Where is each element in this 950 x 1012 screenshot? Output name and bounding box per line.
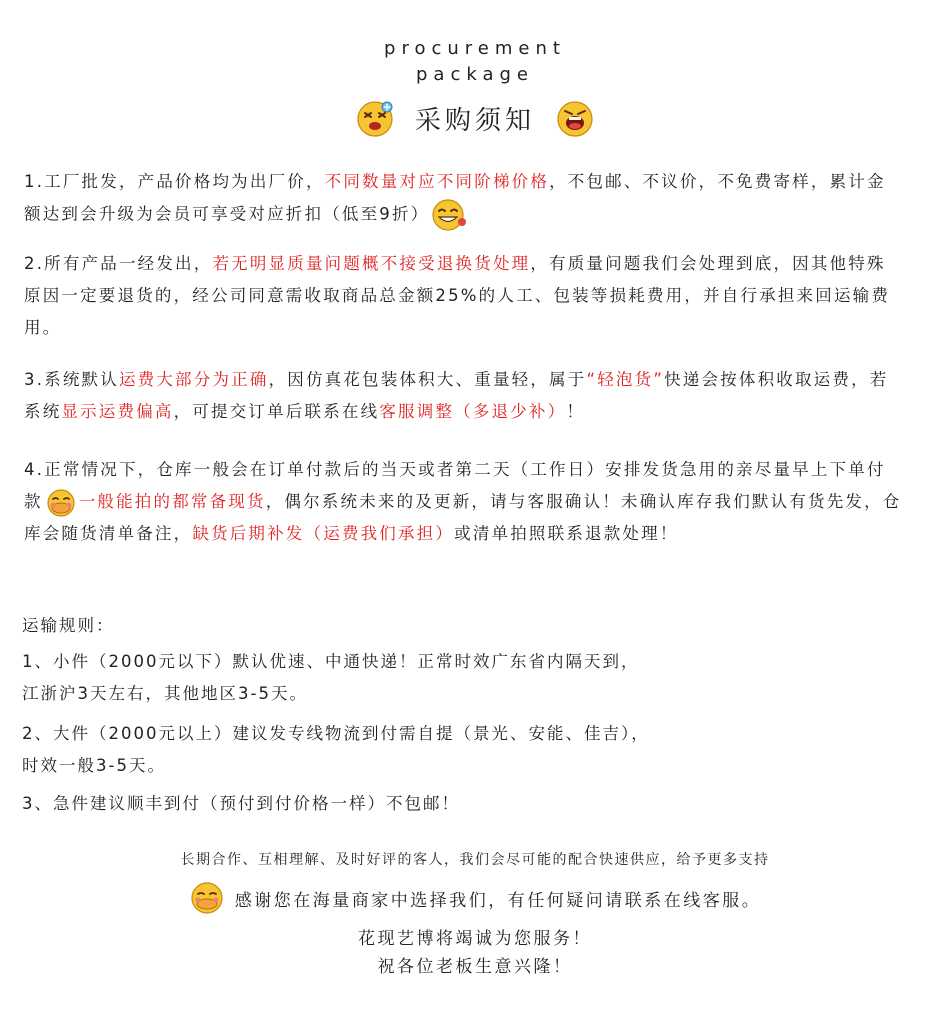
notice-item-4 <box>24 454 904 550</box>
grin-face-icon <box>431 198 467 232</box>
item-4-highlight-b: 缺货后期补发（运费我们承担） <box>192 524 455 543</box>
item-4-text-a: 4.正常情况下，仓库一般会在订单付款后的当天或者第二天（工作日）安排发货急用的亲尽量早上下单付款 <box>24 460 886 511</box>
angry-shout-face-icon <box>555 98 595 138</box>
notice-item-2 <box>24 248 904 344</box>
item-3-highlight-d: 客服调整（多退少补） <box>379 402 567 421</box>
shipping-rule-1-line-2: 江浙沪3天左右，其他地区3-5天。 <box>22 684 308 703</box>
item-3-text-e: ！ <box>566 402 586 421</box>
item-2-text-a: 2.所有产品一经发出， <box>24 254 213 273</box>
shipping-rule-2-line-1: 2、大件（2000元以上）建议发专线物流到付需自提（景光、安能、佳吉）， <box>22 724 650 743</box>
item-1-text-b: ，不包邮、不议价，不免费寄样，累计金额达到会升级为会员可享受对应折扣（低至9折） <box>24 172 886 224</box>
item-2-highlight-a: 若无明显质量问题概不接受退换货处理 <box>212 254 531 273</box>
item-1-highlight-a: 不同数量对应不同阶梯价格 <box>324 172 550 191</box>
item-3-text-c: 快递会按体积收取运费，若系统 <box>24 370 889 421</box>
footer-line-2-text: 感谢您在海量商家中选择我们，有任何疑问请联系在线客服。 <box>234 890 762 911</box>
page-title: 采购须知 <box>414 105 535 136</box>
item-3-text-b: ，因仿真花包装体积大、重量轻，属于 <box>268 370 587 389</box>
notice-item-1 <box>24 166 904 232</box>
item-3-highlight-b: “轻泡货” <box>586 370 665 389</box>
notice-item-3 <box>24 364 904 428</box>
blushing-face-icon <box>189 880 225 916</box>
english-title-line1: procurement <box>384 38 566 59</box>
shipping-rule-1 <box>22 646 922 710</box>
item-3-highlight-a: 运费大部分为正确 <box>118 370 269 389</box>
title-row <box>0 94 950 142</box>
item-3-text-d: ，可提交订单后联系在线 <box>173 402 380 421</box>
shipping-rule-1-line-1: 1、小件（2000元以下）默认优速、中通快递！正常时效广东省内隔天到， <box>22 652 640 671</box>
shy-face-icon <box>45 488 77 518</box>
item-1-text-a: 1.工厂批发，产品价格均为出厂价， <box>24 172 325 191</box>
english-title-line2: package <box>416 64 534 85</box>
shipping-rule-3: 3、急件建议顺丰到付（预付到付价格一样）不包邮！ <box>22 794 460 813</box>
shipping-title: 运输规则： <box>22 616 115 635</box>
item-4-highlight-a: 一般能拍的都常备现货 <box>78 492 266 511</box>
footer-line-4: 祝各位老板生意兴隆！ <box>377 957 573 977</box>
item-2-text-b: ，有质量问题我们会处理到底，因其他特殊原因一定要退货的，经公司同意需收取商品总金额25%的人工、包装等损耗费用，并自行承担来回运输费用。 <box>24 254 891 337</box>
footer-line-1: 长期合作、互相理解、及时好评的客人，我们会尽可能的配合快速供应，给予更多支持 <box>180 852 770 868</box>
footer-line-3: 花现艺博将竭诚为您服务！ <box>358 929 592 949</box>
header <box>0 36 950 142</box>
item-4-text-c: 或清单拍照联系退款处理！ <box>454 524 679 543</box>
item-3-highlight-c: 显示运费偏高 <box>61 402 174 421</box>
dizzy-face-icon <box>355 98 395 138</box>
item-3-text-a: 3.系统默认 <box>24 370 119 389</box>
footer-line-2 <box>0 880 950 916</box>
shipping-rule-2 <box>22 718 922 782</box>
item-4-text-b: ，偶尔系统未来的及更新，请与客服确认！未确认库存我们默认有货先发，仓库会随货清单备注， <box>24 492 902 543</box>
shipping-rule-2-line-2: 时效一般3-5天。 <box>22 756 166 775</box>
